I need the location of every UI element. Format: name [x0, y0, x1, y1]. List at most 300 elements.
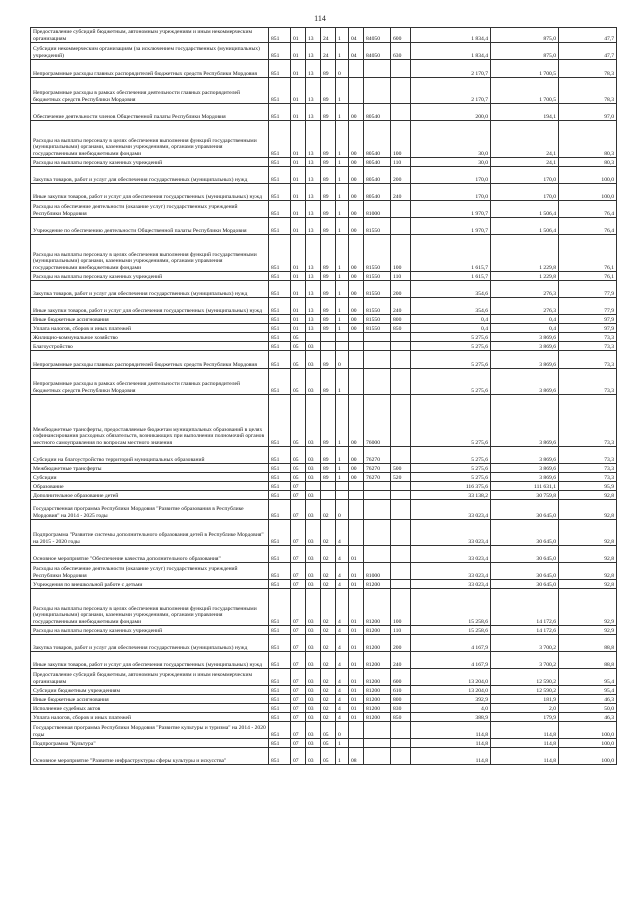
table-row [31, 546, 617, 563]
code-cell [391, 333, 411, 342]
page-number: 114 [314, 14, 326, 23]
amount-cell: 170,0 [491, 184, 559, 201]
code-cell [321, 491, 336, 500]
amount-cell: 78,3 [559, 78, 617, 104]
amount-cell: 200,0 [411, 104, 491, 121]
amount-cell: 12 590,2 [491, 686, 559, 695]
row-name-cell: Иные закупки товаров, работ и услуг для обеспечения государственных (муниципальных) нужд [31, 298, 269, 315]
code-cell: 03 [306, 635, 321, 652]
code-cell [391, 491, 411, 500]
amount-cell: 33 023,4 [411, 563, 491, 580]
code-cell: 851 [269, 235, 291, 272]
amount-cell: 46,3 [559, 713, 617, 722]
amount-cell: 12 590,2 [491, 669, 559, 686]
row-name-cell: Основное мероприятие "Развитие инфраструктуры сферы культуры и искусства" [31, 748, 269, 765]
code-cell: 01 [349, 546, 364, 563]
code-cell [321, 333, 336, 342]
code-cell [391, 201, 411, 218]
code-cell: 89 [321, 324, 336, 333]
code-cell: 81550 [364, 324, 391, 333]
code-cell: 851 [269, 395, 291, 447]
amount-cell: 5 275,6 [411, 473, 491, 482]
code-cell: 80540 [364, 167, 391, 184]
code-cell [391, 722, 411, 739]
row-name-cell: Расходы на выплаты персоналу казенных учреждений [31, 626, 269, 635]
amount-cell: 2 170,7 [411, 60, 491, 78]
code-cell: 1 [336, 315, 349, 324]
code-cell: 851 [269, 473, 291, 482]
table-row [31, 395, 617, 447]
code-cell: 89 [321, 78, 336, 104]
amount-cell: 100,0 [559, 722, 617, 739]
code-cell [349, 351, 364, 369]
code-cell: 13 [306, 315, 321, 324]
code-cell: 851 [269, 333, 291, 342]
amount-cell: 92,9 [559, 589, 617, 626]
code-cell: 24 [321, 43, 336, 60]
amount-cell: 33 023,4 [411, 546, 491, 563]
code-cell: 851 [269, 748, 291, 765]
code-cell [306, 333, 321, 342]
amount-cell: 170,0 [411, 184, 491, 201]
code-cell: 89 [321, 272, 336, 281]
code-cell: 03 [306, 520, 321, 546]
amount-cell: 80,3 [559, 121, 617, 158]
table-row [31, 369, 617, 395]
amount-cell: 15 258,6 [411, 589, 491, 626]
amount-cell: 73,3 [559, 342, 617, 351]
code-cell: 1 [336, 104, 349, 121]
code-cell: 851 [269, 464, 291, 473]
code-cell: 13 [306, 184, 321, 201]
code-cell: 05 [291, 447, 306, 464]
code-cell: 851 [269, 626, 291, 635]
code-cell: 03 [306, 546, 321, 563]
code-cell: 03 [306, 500, 321, 520]
amount-cell: 4 167,9 [411, 652, 491, 669]
code-cell: 851 [269, 482, 291, 491]
amount-cell: 1 970,7 [411, 201, 491, 218]
code-cell: 00 [349, 473, 364, 482]
table-row [31, 104, 617, 121]
code-cell: 02 [321, 563, 336, 580]
code-cell: 1 [336, 447, 349, 464]
amount-cell: 1 229,8 [491, 272, 559, 281]
code-cell [364, 500, 391, 520]
amount-cell: 3 869,6 [491, 369, 559, 395]
code-cell: 850 [391, 324, 411, 333]
code-cell: 01 [291, 78, 306, 104]
code-cell: 89 [321, 298, 336, 315]
code-cell: 1 [336, 464, 349, 473]
code-cell: 84050 [364, 28, 391, 43]
code-cell: 07 [291, 704, 306, 713]
amount-cell: 5 275,6 [411, 447, 491, 464]
code-cell: 02 [321, 635, 336, 652]
amount-cell: 92,8 [559, 546, 617, 563]
code-cell: 01 [291, 298, 306, 315]
code-cell [364, 520, 391, 546]
code-cell [349, 500, 364, 520]
code-cell: 851 [269, 704, 291, 713]
code-cell: 05 [291, 342, 306, 351]
budget-table [30, 27, 617, 765]
row-name-cell: Расходы на выплаты персоналу в целях обеспечения выполнения функций государственными (муниципальными) органами, казенными учреждениями, органами управления государственными внебюджетными фондами [31, 589, 269, 626]
code-cell: 01 [291, 184, 306, 201]
code-cell [349, 333, 364, 342]
code-cell: 81200 [364, 626, 391, 635]
amount-cell: 4 167,9 [411, 635, 491, 652]
code-cell: 02 [321, 589, 336, 626]
amount-cell: 14 172,6 [491, 626, 559, 635]
code-cell [391, 500, 411, 520]
code-cell [364, 333, 391, 342]
row-name-cell: Субсидии [31, 473, 269, 482]
amount-cell: 76,1 [559, 272, 617, 281]
code-cell [391, 104, 411, 121]
amount-cell: 3 869,6 [491, 395, 559, 447]
code-cell: 89 [321, 235, 336, 272]
code-cell [364, 351, 391, 369]
amount-cell: 30 645,0 [491, 563, 559, 580]
code-cell: 200 [391, 635, 411, 652]
code-cell: 01 [349, 686, 364, 695]
code-cell: 84050 [364, 43, 391, 60]
amount-cell: 88,8 [559, 635, 617, 652]
code-cell: 00 [349, 184, 364, 201]
code-cell: 81000 [364, 563, 391, 580]
code-cell: 13 [306, 43, 321, 60]
code-cell: 01 [291, 324, 306, 333]
table-row [31, 520, 617, 546]
code-cell: 00 [349, 218, 364, 235]
code-cell: 05 [291, 395, 306, 447]
code-cell: 01 [291, 104, 306, 121]
code-cell: 81200 [364, 713, 391, 722]
code-cell: 240 [391, 298, 411, 315]
code-cell: 13 [306, 281, 321, 298]
code-cell [391, 395, 411, 447]
code-cell: 01 [291, 281, 306, 298]
code-cell: 851 [269, 520, 291, 546]
amount-cell: 73,3 [559, 473, 617, 482]
code-cell: 03 [306, 491, 321, 500]
code-cell: 80540 [364, 158, 391, 167]
code-cell: 01 [349, 589, 364, 626]
code-cell: 89 [321, 158, 336, 167]
code-cell: 4 [336, 589, 349, 626]
code-cell: 00 [349, 167, 364, 184]
code-cell: 07 [291, 748, 306, 765]
code-cell: 4 [336, 704, 349, 713]
code-cell: 13 [306, 60, 321, 78]
amount-cell: 114,8 [491, 739, 559, 748]
amount-cell: 3 700,2 [491, 635, 559, 652]
code-cell: 02 [321, 520, 336, 546]
code-cell: 81200 [364, 704, 391, 713]
code-cell: 850 [391, 713, 411, 722]
amount-cell: 47,7 [559, 28, 617, 43]
code-cell: 13 [306, 158, 321, 167]
code-cell [364, 546, 391, 563]
row-name-cell: Межбюджетные трансферты [31, 464, 269, 473]
code-cell: 01 [349, 563, 364, 580]
table-row [31, 218, 617, 235]
amount-cell: 2 170,7 [411, 78, 491, 104]
amount-cell: 95,4 [559, 669, 617, 686]
amount-cell: 179,9 [491, 713, 559, 722]
row-name-cell: Непрограммные расходы в рамках обеспечения деятельности главных распорядителей бюджетных средств Республики Мордовия [31, 78, 269, 104]
code-cell: 04 [349, 43, 364, 60]
code-cell [364, 491, 391, 500]
code-cell [391, 447, 411, 464]
code-cell: 81200 [364, 635, 391, 652]
amount-cell: 33 138,2 [411, 491, 491, 500]
code-cell: 110 [391, 158, 411, 167]
code-cell: 00 [349, 324, 364, 333]
amount-cell: 114,8 [411, 748, 491, 765]
amount-cell: 5 275,6 [411, 464, 491, 473]
row-name-cell: Подпрограмма "Развитие системы дополнительного образования детей в Республике Мордовия" на 2015 - 2020 годы [31, 520, 269, 546]
amount-cell: 5 275,6 [411, 342, 491, 351]
code-cell: 89 [321, 167, 336, 184]
row-name-cell: Предоставление субсидий бюджетным, автономным учреждениям и иным некоммерческим организациям [31, 669, 269, 686]
table-row [31, 235, 617, 272]
table-row [31, 158, 617, 167]
row-name-cell: Подпрограмма "Культура" [31, 739, 269, 748]
code-cell [364, 739, 391, 748]
code-cell: 05 [321, 739, 336, 748]
code-cell: 851 [269, 281, 291, 298]
code-cell: 4 [336, 626, 349, 635]
amount-cell: 33 023,4 [411, 520, 491, 546]
code-cell: 1 [336, 748, 349, 765]
table-row [31, 43, 617, 60]
amount-cell: 100,0 [559, 184, 617, 201]
code-cell: 89 [321, 184, 336, 201]
code-cell: 13 [306, 235, 321, 272]
code-cell [391, 563, 411, 580]
code-cell: 02 [321, 626, 336, 635]
row-name-cell: Межбюджетные трансферты, предоставляемые бюджетам муниципальных образований в целях софинансирования расходных обязательств, возникающих при выполнении полномочий органов местного самоуправления по вопросам местного значения [31, 395, 269, 447]
code-cell: 4 [336, 563, 349, 580]
code-cell: 03 [306, 464, 321, 473]
amount-cell: 194,1 [491, 104, 559, 121]
code-cell: 01 [349, 652, 364, 669]
code-cell: 81200 [364, 669, 391, 686]
amount-cell: 97,0 [559, 104, 617, 121]
code-cell: 851 [269, 563, 291, 580]
code-cell: 851 [269, 652, 291, 669]
code-cell: 01 [291, 235, 306, 272]
code-cell: 110 [391, 626, 411, 635]
code-cell: 500 [391, 464, 411, 473]
code-cell: 00 [349, 272, 364, 281]
code-cell: 81550 [364, 272, 391, 281]
code-cell: 01 [349, 635, 364, 652]
code-cell: 80540 [364, 104, 391, 121]
code-cell: 4 [336, 669, 349, 686]
row-name-cell: Расходы на выплаты персоналу в целях обеспечения выполнения функций государственными (муниципальными) органами, казенными учреждениями, органами управления государственными внебюджетными фондами [31, 121, 269, 158]
code-cell: 07 [291, 713, 306, 722]
code-cell [391, 78, 411, 104]
code-cell: 07 [291, 722, 306, 739]
table-row [31, 464, 617, 473]
code-cell: 03 [306, 351, 321, 369]
amount-cell: 392,9 [411, 695, 491, 704]
row-name-cell: Расходы на выплаты персоналу казенных учреждений [31, 158, 269, 167]
code-cell: 89 [321, 369, 336, 395]
row-name-cell: Непрограммные расходы в рамках обеспечения деятельности главных распорядителей бюджетных средств Республики Мордовия [31, 369, 269, 395]
code-cell: 00 [349, 158, 364, 167]
code-cell: 07 [291, 635, 306, 652]
row-name-cell: Иные закупки товаров, работ и услуг для обеспечения государственных (муниципальных) нужд [31, 652, 269, 669]
code-cell: 1 [336, 158, 349, 167]
row-name-cell: Уплата налогов, сборов и иных платежей [31, 324, 269, 333]
code-cell: 76270 [364, 473, 391, 482]
code-cell: 13 [306, 218, 321, 235]
amount-cell: 95,4 [559, 686, 617, 695]
amount-cell: 30,0 [411, 121, 491, 158]
code-cell [364, 748, 391, 765]
code-cell: 1 [336, 324, 349, 333]
amount-cell: 13 204,0 [411, 669, 491, 686]
code-cell: 851 [269, 500, 291, 520]
code-cell: 0 [336, 500, 349, 520]
amount-cell: 14 172,6 [491, 589, 559, 626]
code-cell: 07 [291, 500, 306, 520]
code-cell: 0 [336, 351, 349, 369]
code-cell [336, 342, 349, 351]
code-cell: 1 [336, 739, 349, 748]
code-cell: 81550 [364, 218, 391, 235]
amount-cell: 97,9 [559, 324, 617, 333]
table-row [31, 669, 617, 686]
code-cell: 89 [321, 464, 336, 473]
row-name-cell: Непрограммные расходы главных распорядителей бюджетных средств Республики Мордовия [31, 60, 269, 78]
row-name-cell: Дополнительное образование детей [31, 491, 269, 500]
code-cell: 02 [321, 669, 336, 686]
code-cell: 03 [306, 748, 321, 765]
code-cell: 05 [291, 333, 306, 342]
code-cell: 81550 [364, 281, 391, 298]
table-row [31, 281, 617, 298]
code-cell [336, 482, 349, 491]
code-cell: 200 [391, 281, 411, 298]
amount-cell: 97,9 [559, 315, 617, 324]
amount-cell: 3 869,6 [491, 473, 559, 482]
code-cell: 07 [291, 580, 306, 589]
code-cell: 200 [391, 167, 411, 184]
code-cell: 851 [269, 342, 291, 351]
code-cell: 80540 [364, 184, 391, 201]
row-name-cell: Расходы на обеспечение деятельности (оказание услуг) государственных учреждений Республики Мордовия [31, 201, 269, 218]
code-cell [364, 78, 391, 104]
amount-cell: 76,4 [559, 218, 617, 235]
amount-cell: 875,0 [491, 43, 559, 60]
code-cell: 01 [291, 43, 306, 60]
code-cell: 851 [269, 589, 291, 626]
amount-cell: 24,1 [491, 158, 559, 167]
amount-cell: 30,0 [411, 158, 491, 167]
row-name-cell: Расходы на обеспечение деятельности (оказание услуг) государственных учреждений Республики Мордовия [31, 563, 269, 580]
code-cell: 851 [269, 78, 291, 104]
table-row [31, 713, 617, 722]
code-cell: 851 [269, 315, 291, 324]
amount-cell: 24,1 [491, 121, 559, 158]
amount-cell: 0,4 [491, 315, 559, 324]
code-cell: 07 [291, 739, 306, 748]
code-cell: 05 [291, 351, 306, 369]
code-cell: 100 [391, 121, 411, 158]
code-cell: 81200 [364, 589, 391, 626]
code-cell: 1 [336, 201, 349, 218]
code-cell: 03 [306, 626, 321, 635]
code-cell: 1 [336, 369, 349, 395]
code-cell: 851 [269, 201, 291, 218]
amount-cell: 0,4 [411, 315, 491, 324]
amount-cell: 76,4 [559, 201, 617, 218]
code-cell: 01 [291, 272, 306, 281]
code-cell: 07 [291, 695, 306, 704]
amount-cell: 46,3 [559, 695, 617, 704]
code-cell: 76000 [364, 395, 391, 447]
row-name-cell: Расходы на выплаты персоналу в целях обеспечения выполнения функций государственными (муниципальными) органами, казенными учреждениями, органами управления государственными внебюджетными фондами [31, 235, 269, 272]
code-cell: 03 [306, 563, 321, 580]
row-name-cell: Государственная программа Республики Мордовия "Развитие образования в Республике Мордовия" на 2014 - 2025 годы [31, 500, 269, 520]
code-cell: 05 [321, 748, 336, 765]
amount-cell: 1 506,4 [491, 218, 559, 235]
amount-cell: 50,0 [559, 704, 617, 713]
code-cell: 1 [336, 395, 349, 447]
code-cell: 89 [321, 218, 336, 235]
code-cell: 81200 [364, 695, 391, 704]
code-cell: 02 [321, 686, 336, 695]
code-cell: 89 [321, 281, 336, 298]
code-cell: 13 [306, 324, 321, 333]
code-cell: 00 [349, 121, 364, 158]
amount-cell: 1 700,5 [491, 78, 559, 104]
code-cell: 07 [291, 482, 306, 491]
table-row [31, 121, 617, 158]
amount-cell: 170,0 [491, 167, 559, 184]
code-cell: 02 [321, 500, 336, 520]
code-cell: 851 [269, 635, 291, 652]
code-cell [349, 722, 364, 739]
amount-cell: 354,6 [411, 281, 491, 298]
table-row [31, 491, 617, 500]
code-cell: 81550 [364, 315, 391, 324]
row-name-cell: Закупка товаров, работ и услуг для обеспечения государственных (муниципальных) нужд [31, 281, 269, 298]
code-cell: 00 [349, 395, 364, 447]
amount-cell: 1 615,7 [411, 235, 491, 272]
code-cell: 00 [349, 464, 364, 473]
amount-cell: 3 869,6 [491, 351, 559, 369]
code-cell [349, 520, 364, 546]
amount-cell: 78,3 [559, 60, 617, 78]
code-cell: 830 [391, 704, 411, 713]
code-cell: 13 [306, 78, 321, 104]
amount-cell: 1 229,8 [491, 235, 559, 272]
row-name-cell: Иные закупки товаров, работ и услуг для обеспечения государственных (муниципальных) нужд [31, 184, 269, 201]
code-cell: 03 [306, 652, 321, 669]
code-cell: 80540 [364, 121, 391, 158]
code-cell: 89 [321, 315, 336, 324]
amount-cell: 1 834,4 [411, 28, 491, 43]
code-cell [321, 342, 336, 351]
table-row [31, 78, 617, 104]
table-row [31, 351, 617, 369]
